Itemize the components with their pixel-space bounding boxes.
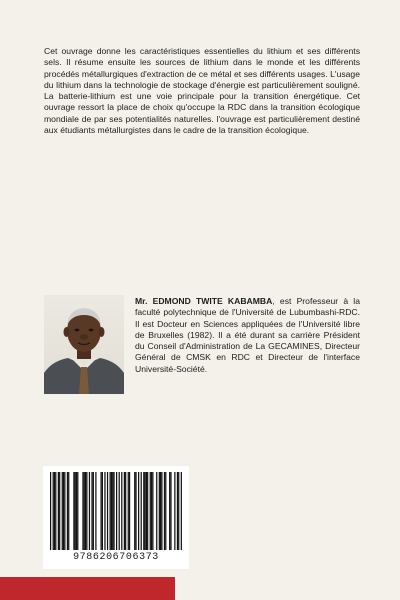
barcode-bar (62, 472, 63, 550)
barcode-bar (86, 472, 87, 550)
book-summary: Cet ouvrage donne les caractéristiques essentielles du lithium et ses différents sels. Il résume ensuite les sources de lithium dans le monde et les différents procédés métallurgiques d'extraction de ce métal et ses différents usages. L'usage du lithium dans la technologie de stockage d'énergie est particulièrement souligné. La batterie-lithium est une voie principale pour la transition énergétique. Cet ouvrage ressort la place de choix qu'occupe la RDC dans la transition écologique mondiale de par ses potentialités naturelles. l'ouvrage est particulièrement destiné aux étudiants métallurgistes dans le cadre de la transition écologique. (44, 46, 360, 136)
barcode-bar (143, 472, 144, 550)
barcode-bar (93, 472, 94, 550)
barcode-bar (85, 472, 86, 550)
barcode-bar (104, 472, 105, 550)
barcode-bar (82, 472, 83, 550)
barcode-bar (107, 472, 108, 550)
barcode-bar (138, 472, 139, 550)
barcode-bar (135, 472, 136, 550)
author-name: Mr. EDMOND TWITE KABAMBA (135, 296, 273, 306)
barcode-bar (165, 472, 166, 550)
publisher-color-band (0, 577, 175, 600)
barcode-bar (121, 472, 122, 550)
barcode-bar (100, 472, 101, 550)
barcode-bar (159, 472, 160, 550)
isbn-barcode (43, 466, 189, 569)
barcode-bar (55, 472, 56, 550)
barcode-bar (89, 472, 90, 550)
barcode-bar (119, 472, 120, 550)
barcode-bar (160, 472, 161, 550)
barcode-bar (144, 472, 145, 550)
barcode-bar (164, 472, 165, 550)
barcode-bar (129, 472, 130, 550)
barcode-bar (84, 472, 85, 550)
barcode-bar (141, 472, 142, 550)
author-bio-text: , est Professeur à la faculté polytechnique de l'Université de Lubumbashi-RDC. Il est Docteur en Sciences appliquées de l'Université libre de Bruxelles (1982). Il a été durant sa carrière Président du Conseil d'Administration de La GECAMINES, Directeur Général de CMSK en RDC et Directeur de l'interface Université-Société. (135, 296, 360, 374)
barcode-bar (113, 472, 114, 550)
barcode-bar (128, 472, 129, 550)
barcode-bar (110, 472, 111, 550)
barcode-bar (95, 472, 96, 550)
barcode-bar (156, 472, 157, 550)
barcode-bar (102, 472, 103, 550)
barcode-bar (67, 472, 68, 550)
isbn-number: 9786206706373 (73, 552, 159, 563)
author-bio (135, 296, 360, 375)
barcode-bar (170, 472, 171, 550)
barcode-bar (146, 472, 147, 550)
barcode-bar (59, 472, 60, 550)
barcode-bar (177, 472, 178, 550)
barcode-bar (77, 472, 78, 550)
barcode-bar (54, 472, 55, 550)
barcode-bar (152, 472, 153, 550)
barcode-bar (68, 472, 69, 550)
barcode-bar (147, 472, 148, 550)
barcode-bar (53, 472, 54, 550)
barcode-bar (111, 472, 112, 550)
barcode-bar (161, 472, 162, 550)
barcode-bar (125, 472, 126, 550)
barcode-bar (91, 472, 92, 550)
barcode-bar (134, 472, 135, 550)
barcode-bar (75, 472, 76, 550)
barcode-bar (124, 472, 125, 550)
barcode-bar (150, 472, 151, 550)
barcode-bar (76, 472, 77, 550)
barcode-bar (58, 472, 59, 550)
barcode-bar (169, 472, 170, 550)
barcode-bars (50, 472, 182, 550)
barcode-bar (64, 472, 65, 550)
barcode-bar (63, 472, 64, 550)
barcode-bar (112, 472, 113, 550)
barcode-bar (178, 472, 179, 550)
barcode-bar (151, 472, 152, 550)
barcode-bar (181, 472, 182, 550)
barcode-bar (116, 472, 117, 550)
barcode-bar (174, 472, 175, 550)
barcode-bar (73, 472, 74, 550)
barcode-bar (50, 472, 51, 550)
author-photo (44, 295, 124, 394)
